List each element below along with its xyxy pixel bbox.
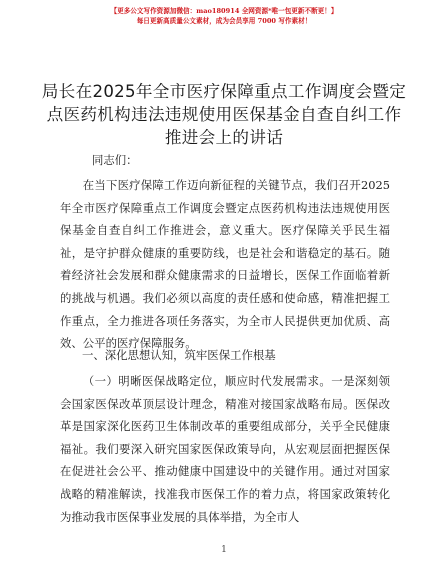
banner-line-1: 【更多公文写作资源加微信：mao180914 全网资源*唯一包更新不断更！】 (110, 7, 338, 15)
section-heading: 一、深化思想认知，筑牢医保工作根基 (82, 348, 276, 362)
paragraph-section-1-1: （一）明晰医保战略定位，顺应时代发展需求。一是深刻领会国家医保改革顶层设计理念，精准对接国家战略布局。医保改革是国家深化医药卫生体制改革的重要组成部分，关乎全民健康福祉。我们要深入研究国家医保政策导向，从宏观层面把握医保在促进社会公平、推动健康中国建设中的关键作用。通过对国家战略的精准解读，找准我市医保工作的着力点，将国家政策转化为推动我市医保事业发展的具体举措，为全市人 (60, 374, 390, 524)
promo-banner (0, 6, 448, 26)
paragraph-intro: 在当下医疗保障工作迈向新征程的关键节点，我们召开2025年全市医疗保障重点工作调度会暨定点医药机构违法违规使用医保基金自查自纠工作推进会，意义重大。医疗保障关乎民生福祉，是守护群众健康的重要防线，也是社会和谐稳定的基石。随着经济社会发展和群众健康需求的日益增长，医保工作面临着新的挑战与机遇。我们必须以高度的责任感和使命感，精准把握工作重点，全力推进各项任务落实，为全市人民提供更加优质、高效、公平的医疗保障服务。 (60, 178, 390, 351)
page-number: 1 (221, 545, 227, 555)
document-title: 局长在2025年全市医疗保障重点工作调度会暨定点医药机构违法违规使用医保基金自查自纠工作推进会上的讲话 (41, 82, 407, 147)
salutation: 同志们： (92, 153, 138, 167)
banner-line-2: 每日更新高质量公文素材，成为会员享用 7000 写作素材！ (136, 17, 312, 25)
